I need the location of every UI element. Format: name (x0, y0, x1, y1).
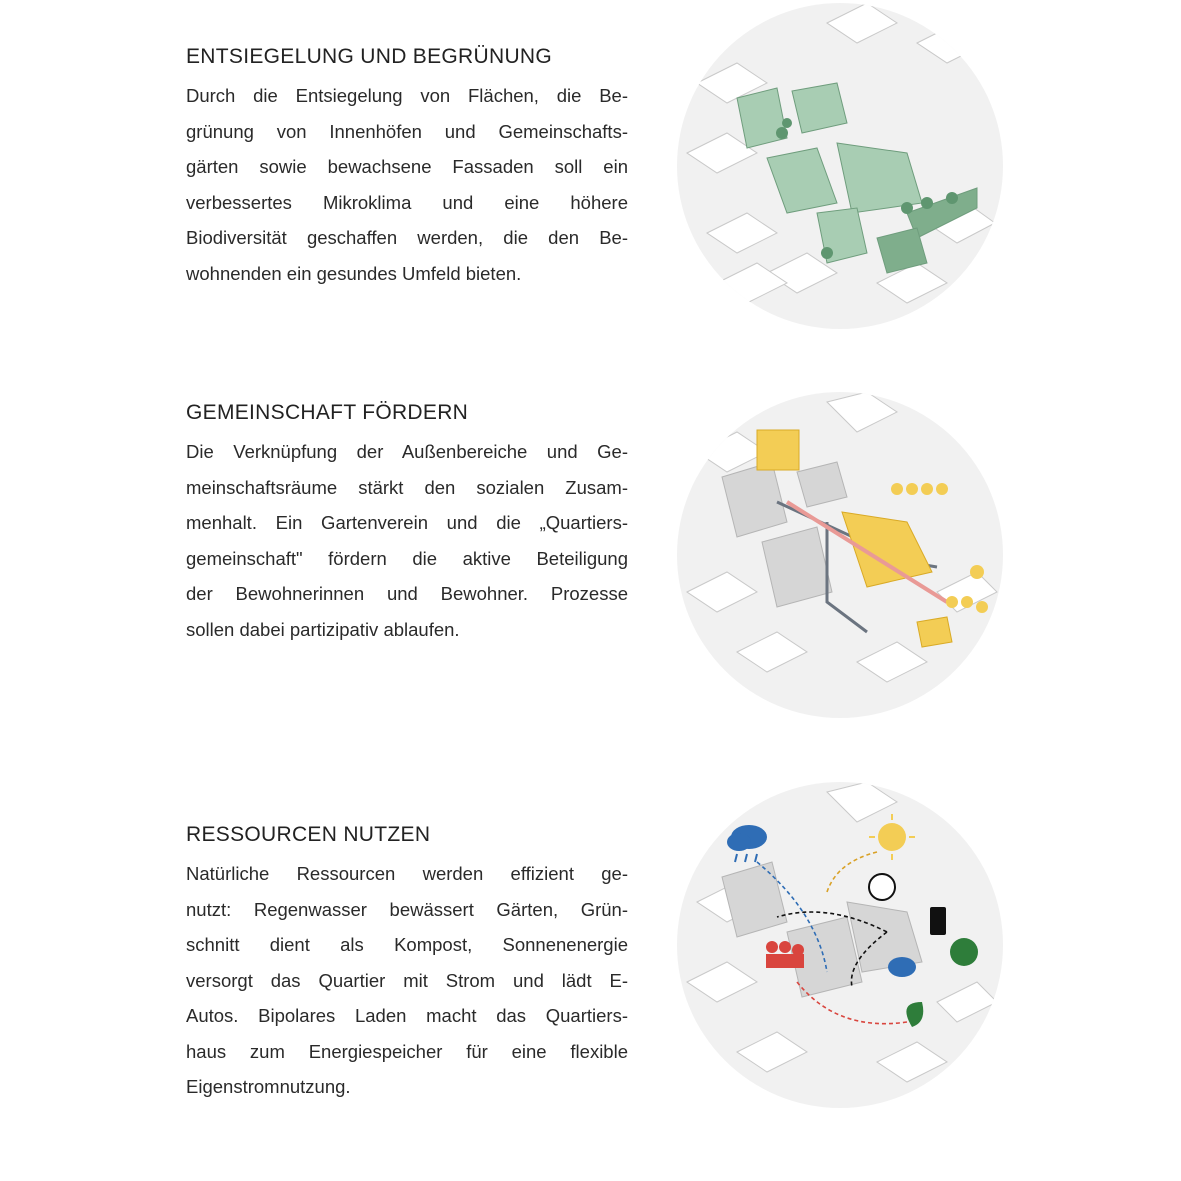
body-line: Autos. Bipolares Laden macht das Quartiers- (186, 1005, 628, 1026)
e-car-icon (869, 874, 895, 900)
body-line: verbessertes Mikroklima und eine höhere (186, 191, 628, 213)
body-line: grünung von Innenhöfen und Gemeinschafts- (186, 120, 628, 142)
resources-district-icon (677, 782, 1003, 1108)
body-line: meinschaftsräume stärkt den sozialen Zusam- (186, 476, 628, 498)
people-icon (766, 941, 804, 968)
section-body (186, 434, 628, 647)
section-title: GEMEINSCHAFT FÖRDERN (186, 401, 469, 424)
section-ressourcen (186, 822, 628, 1105)
body-line: sollen dabei partizipativ ablaufen. (186, 618, 460, 640)
body-line: Die Verknüpfung der Außenbereiche und Ge- (186, 441, 628, 462)
body-line: gärten sowie bewachsene Fassaden soll ein (186, 156, 628, 177)
body-line: Biodiversität geschaffen werden, die den Be- (186, 227, 628, 248)
body-line: versorgt das Quartier mit Strom und lädt E- (186, 969, 628, 991)
section-body (186, 856, 628, 1105)
greenery-district-icon (677, 3, 1003, 329)
battery-icon (930, 907, 946, 935)
body-line: Natürliche Ressourcen werden effizient ge- (186, 863, 628, 884)
rain-cloud-icon (727, 825, 767, 862)
body-line: nutzt: Regenwasser bewässert Gärten, Grün- (186, 898, 628, 920)
body-line: schnitt dient als Kompost, Sonnenenergie (186, 934, 628, 955)
body-line: Durch die Entsiegelung von Flächen, die Be- (186, 85, 628, 106)
section-title: RESSOURCEN NUTZEN (186, 823, 431, 846)
section-gemeinschaft (186, 400, 628, 647)
community-district-icon (677, 392, 1003, 718)
body-line: der Bewohnerinnen und Bewohner. Prozesse (186, 583, 628, 604)
body-line: wohnenden ein gesundes Umfeld bieten. (186, 262, 522, 284)
section-body (186, 78, 628, 291)
plant-icon (906, 1002, 923, 1027)
section-title: ENTSIEGELUNG UND BEGRÜNUNG (186, 45, 553, 68)
watering-can-icon (888, 957, 916, 977)
body-line: menhalt. Ein Gartenverein und die „Quartiers- (186, 512, 628, 533)
body-line: haus zum Energiespeicher für eine flexible (186, 1040, 628, 1062)
body-line: gemeinschaft" fördern die aktive Beteiligung (186, 547, 628, 569)
recycle-icon (950, 938, 978, 966)
section-entsiegelung (186, 44, 628, 291)
body-line: Eigenstromnutzung. (186, 1076, 351, 1097)
